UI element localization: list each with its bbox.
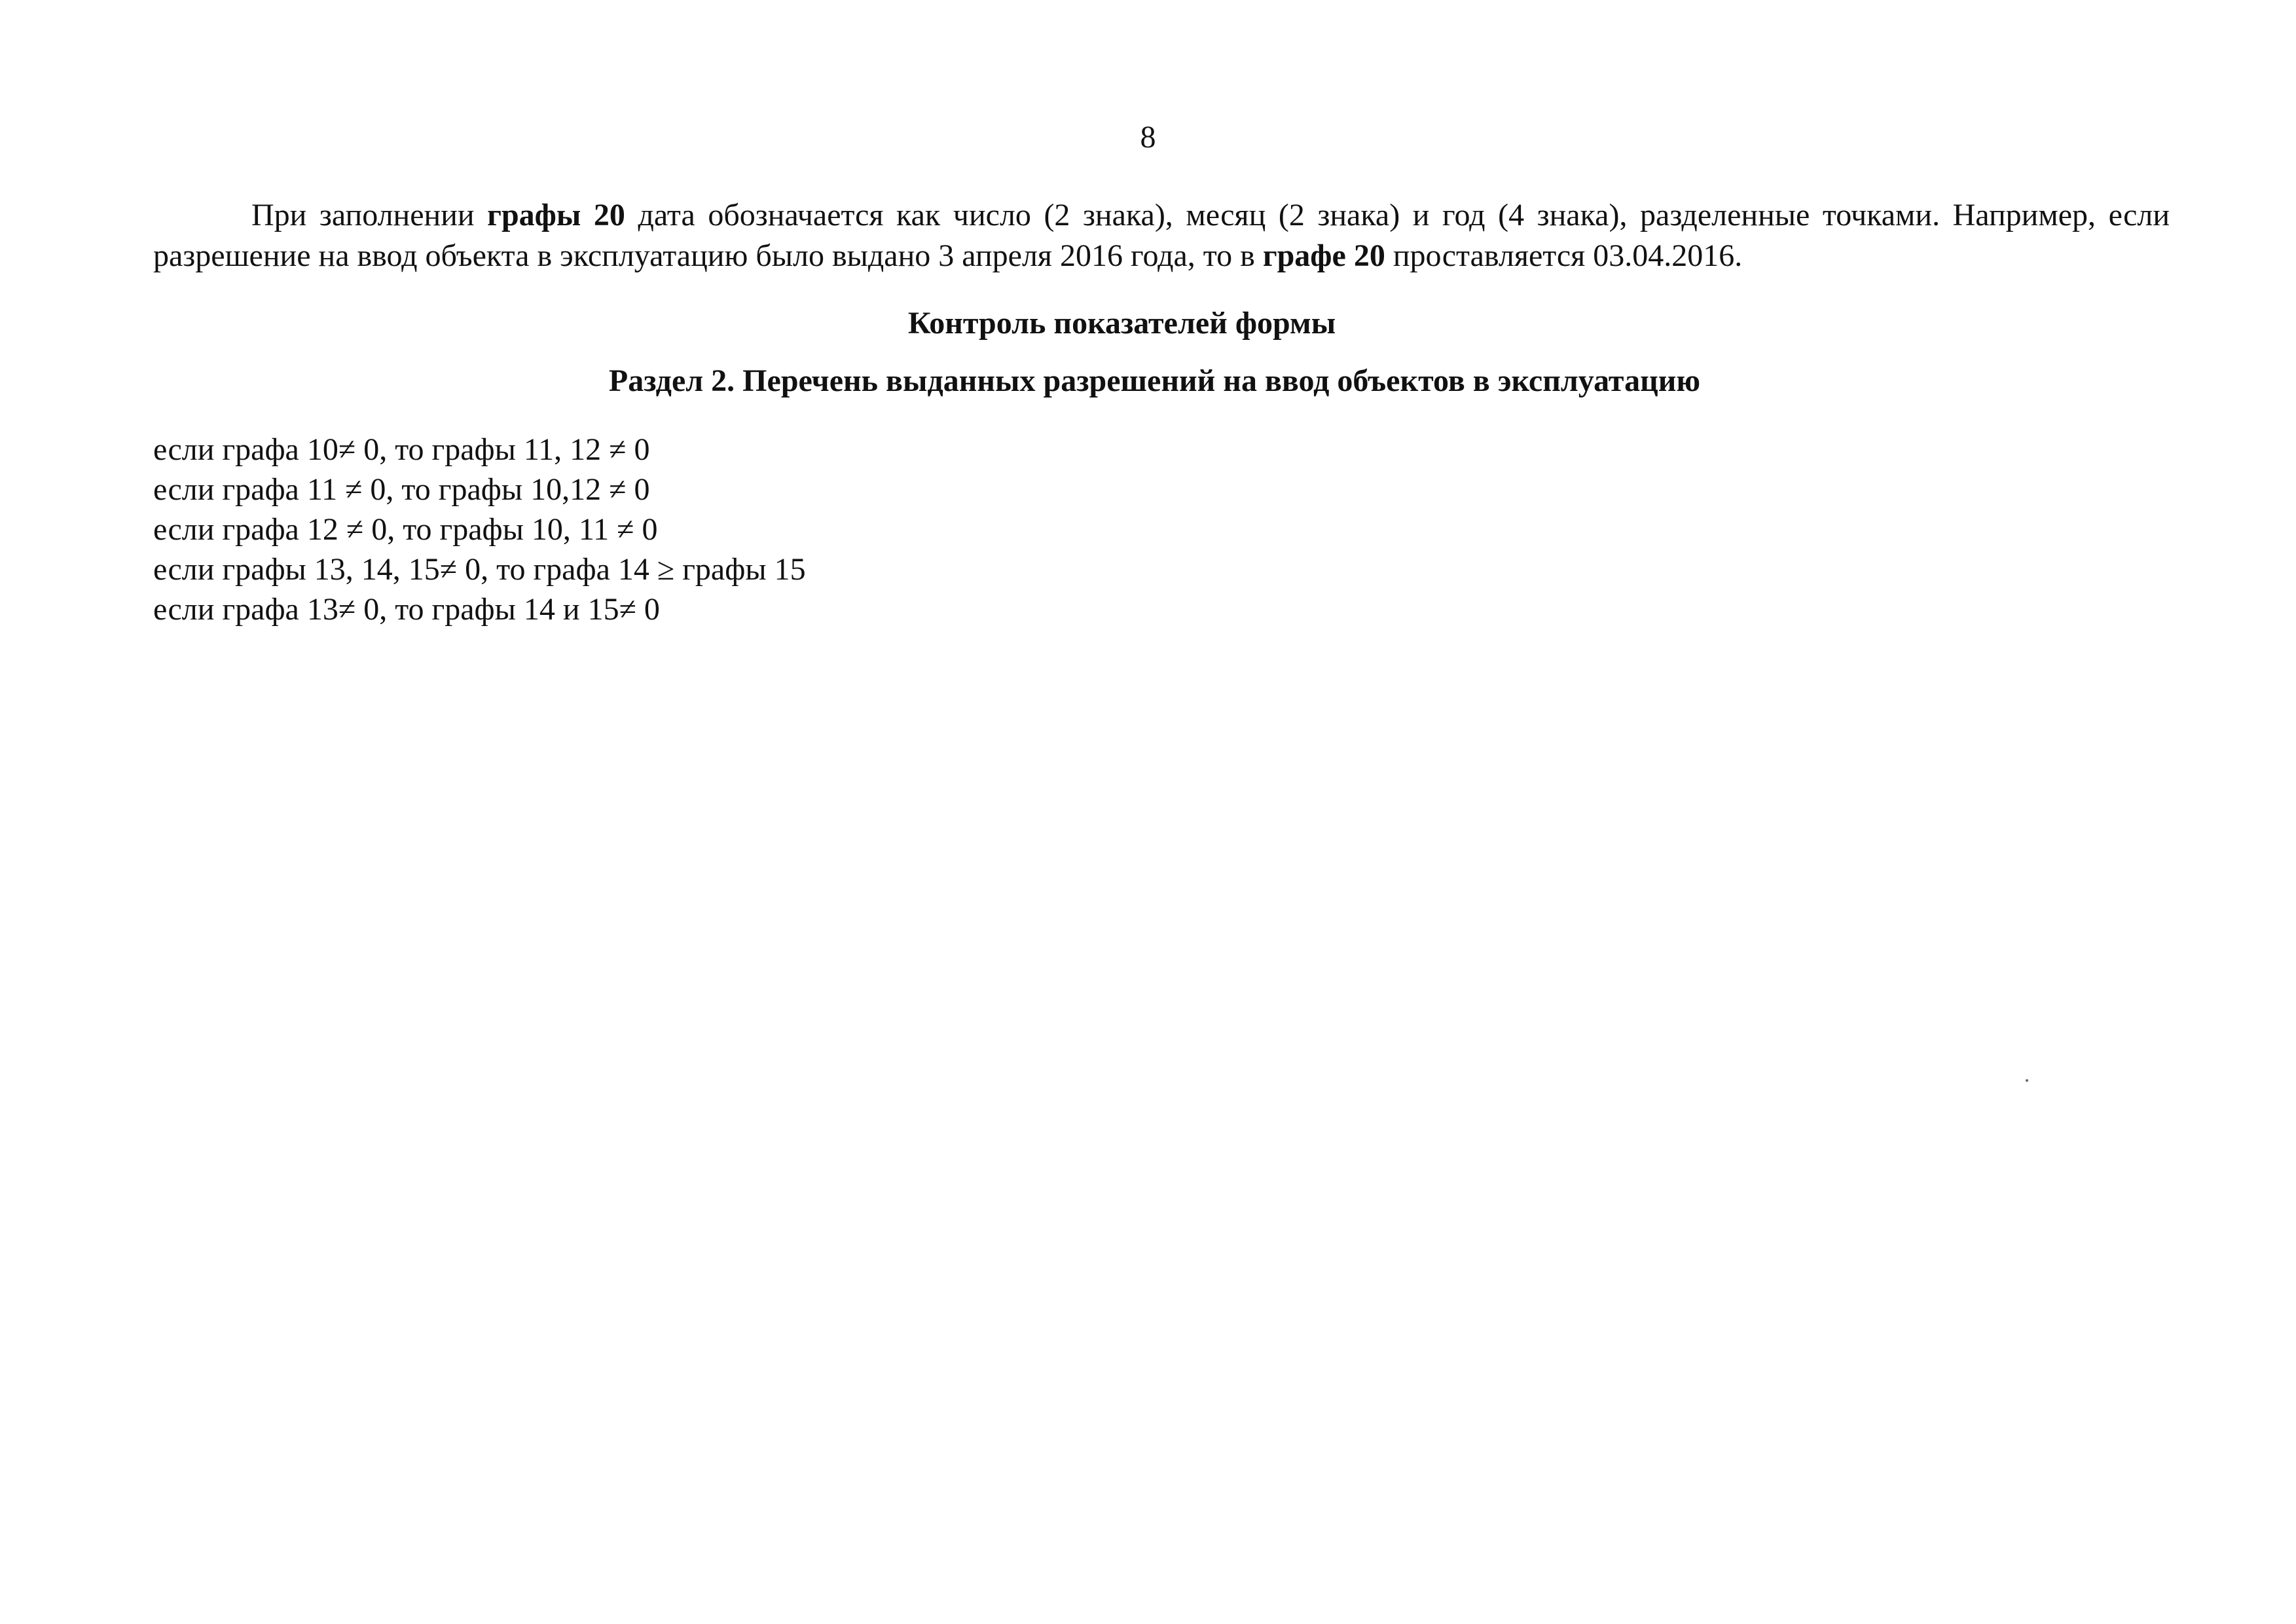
control-rule: если графа 10≠ 0, то графы 11, 12 ≠ 0 — [153, 432, 650, 467]
scan-speck — [2026, 1079, 2028, 1082]
intro-text: проставляется 03.04.2016. — [1385, 238, 1743, 273]
intro-text: При заполнении — [251, 198, 488, 232]
intro-paragraph — [153, 195, 2170, 276]
control-heading: Контроль показателей формы — [907, 306, 1336, 341]
intro-text: разрешение на ввод объекта в эксплуатацию было выдано 3 апреля 2016 года, то в — [153, 238, 1263, 273]
intro-line-1 — [153, 195, 2170, 236]
control-rules-list — [153, 430, 806, 629]
control-rule: если графа 11 ≠ 0, то графы 10,12 ≠ 0 — [153, 472, 650, 507]
intro-line-2 — [153, 236, 2170, 276]
intro-text: дата обозначается как число (2 знака), месяц (2 знака) и год (4 знака), разделенные точками. Например, если — [625, 198, 2170, 232]
intro-bold-term: графы 20 — [487, 198, 625, 232]
section-heading: Раздел 2. Перечень выданных разрешений на ввод объектов в эксплуатацию — [608, 363, 1701, 398]
control-rule: если графа 13≠ 0, то графы 14 и 15≠ 0 — [153, 592, 660, 627]
control-rule: если графы 13, 14, 15≠ 0, то графа 14 ≥ графы 15 — [153, 552, 806, 587]
page-number: 8 — [1140, 120, 1156, 155]
intro-bold-term: графе 20 — [1262, 238, 1385, 273]
control-rule: если графа 12 ≠ 0, то графы 10, 11 ≠ 0 — [153, 512, 658, 547]
